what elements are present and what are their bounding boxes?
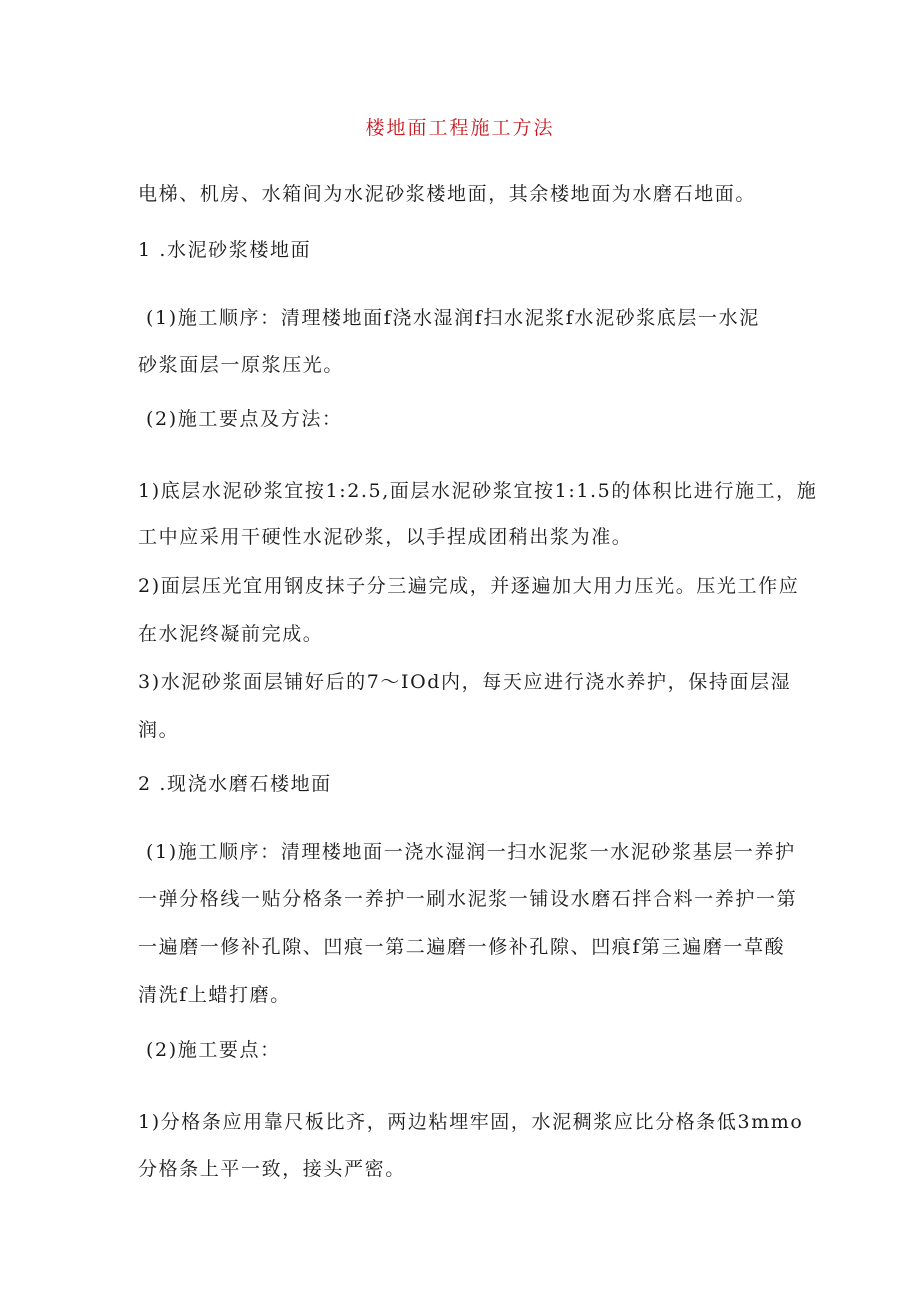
paragraph-line: (1)施工顺序：清理楼地面f浇水湿润f扫水泥浆f水泥砂浆底层一水泥 <box>146 307 760 329</box>
paragraph-line: 清洗f上蜡打磨。 <box>138 984 291 1006</box>
paragraph-line: 一弹分格线一贴分格条一养护一刷水泥浆一铺设水磨石拌合料一养护一第 <box>138 888 798 910</box>
paragraph-line: (1)施工顺序：清理楼地面一浇水湿润一扫水泥浆一水泥砂浆基层一养护 <box>146 841 796 863</box>
paragraph-line: 1)底层水泥砂浆宜按1:2.5,面层水泥砂浆宜按1:1.5的体积比进行施工，施 <box>138 480 818 502</box>
paragraph-line: 3)水泥砂浆面层铺好后的7～IOd内，每天应进行浇水养护，保持面层湿 <box>138 671 792 693</box>
paragraph-line: 一遍磨一修补孔隙、凹痕一第二遍磨一修补孔隙、凹痕f第三遍磨一草酸 <box>138 936 786 958</box>
section-heading: 1 .水泥砂浆楼地面 <box>138 239 312 261</box>
paragraph-line: 工中应采用干硬性水泥砂浆，以手捏成团稍出浆为准。 <box>138 526 633 548</box>
paragraph-line: 2)面层压光宜用钢皮抹子分三遍完成，并逐遍加大用力压光。压光工作应 <box>138 575 800 597</box>
document-title: 楼地面工程施工方法 <box>365 117 555 139</box>
subsection-heading: (2)施工要点及方法： <box>146 408 343 430</box>
paragraph-line: 砂浆面层一原浆压光。 <box>138 354 345 376</box>
paragraph-line: 润。 <box>138 719 180 741</box>
paragraph-line: 1)分格条应用靠尺板比齐，两边粘埋牢固，水泥稠浆应比分格条低3mmo <box>138 1111 804 1133</box>
paragraph-line: 在水泥终凝前完成。 <box>138 623 324 645</box>
subsection-heading: (2)施工要点： <box>146 1039 281 1061</box>
section-heading: 2 .现浇水磨石楼地面 <box>138 773 332 795</box>
paragraph-line: 电梯、机房、水箱间为水泥砂浆楼地面，其余楼地面为水磨石地面。 <box>138 183 757 205</box>
paragraph-line: 分格条上平一致，接头严密。 <box>138 1158 406 1180</box>
